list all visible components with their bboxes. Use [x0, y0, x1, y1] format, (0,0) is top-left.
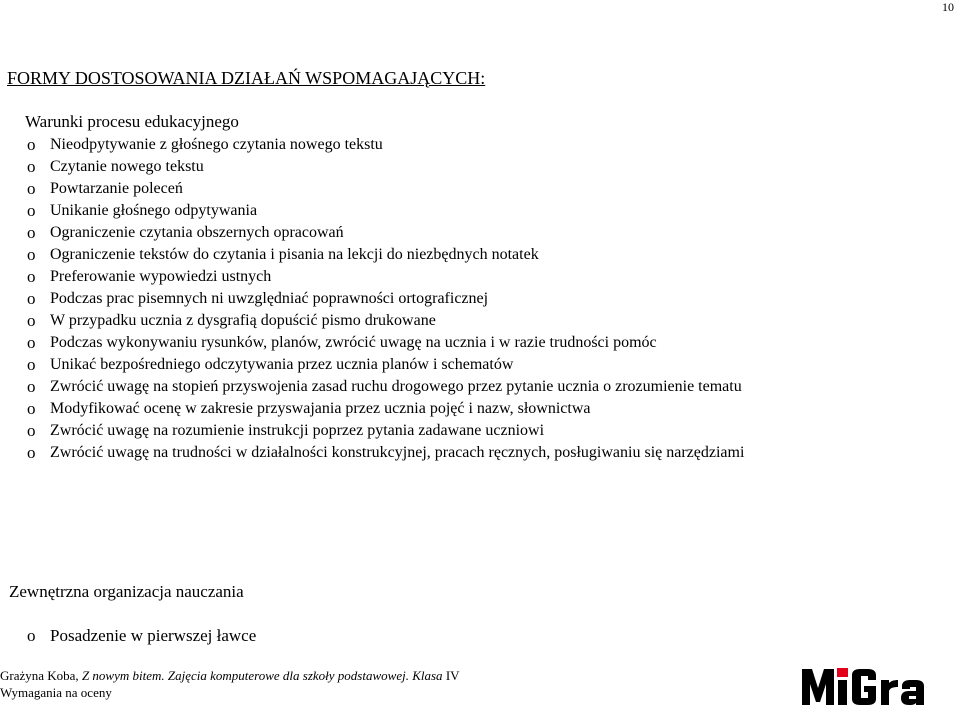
- list-item: [27, 354, 744, 376]
- list-item-text: Zwrócić uwagę na stopień przyswojenia zasad ruchu drogowego przez pytanie ucznia o zrozumienie tematu: [50, 378, 742, 395]
- footer-book-title: Z nowym bitem. Zajęcia komputerowe dla szkoły podstawowej. Klasa: [81, 668, 443, 683]
- bullet-icon: o: [27, 355, 36, 374]
- list-item: [27, 376, 744, 398]
- bullet-icon: o: [27, 626, 36, 645]
- list-item-text: Posadzenie w pierwszej ławce: [50, 626, 257, 645]
- page-heading: FORMY DOSTOSOWANIA DZIAŁAŃ WSPOMAGAJĄCYCH:: [7, 68, 486, 88]
- bullet-icon: o: [27, 201, 36, 220]
- list-item-text: Modyfikować ocenę w zakresie przyswajania przez ucznia pojęć i nazw, słownictwa: [50, 400, 591, 417]
- bullet-icon: o: [27, 157, 36, 176]
- bullet-icon: o: [27, 267, 36, 286]
- bullet-icon: o: [27, 377, 36, 396]
- list-item: [27, 222, 744, 244]
- list-item: [27, 244, 744, 266]
- bullet-icon: o: [27, 311, 36, 330]
- footer-subtitle: Wymagania na oceny: [0, 685, 112, 700]
- list-item: [27, 442, 744, 464]
- list-item-text: Preferowanie wypowiedzi ustnych: [50, 268, 272, 285]
- list-item: [27, 178, 744, 200]
- list-item-text: Unikanie głośnego odpytywania: [50, 202, 258, 219]
- list-item-text: W przypadku ucznia z dysgrafią dopuścić pismo drukowane: [50, 312, 436, 329]
- page-number: 10: [942, 0, 954, 14]
- list-item-text: Czytanie nowego tekstu: [50, 158, 204, 175]
- list-item: [27, 420, 744, 442]
- list-item-text: Zwrócić uwagę na trudności w działalności konstrukcyjnej, pracach ręcznych, posługiwaniu się narzędziami: [50, 444, 745, 461]
- footer-class-number: IV: [445, 668, 460, 683]
- bullet-icon: o: [27, 245, 36, 264]
- list-item-text: Unikać bezpośredniego odczytywania przez ucznia planów i schematów: [50, 356, 514, 373]
- page-footer: [0, 667, 460, 701]
- section-title-conditions: Warunki procesu edukacyjnego: [25, 112, 239, 131]
- list-item: [27, 398, 744, 420]
- list-item: [27, 625, 256, 647]
- bullet-icon: o: [27, 399, 36, 418]
- list-item: [27, 332, 744, 354]
- migra-logo: [800, 666, 950, 706]
- list-item: [27, 288, 744, 310]
- list-item: [27, 310, 744, 332]
- footer-author: Grażyna Koba,: [0, 668, 79, 683]
- organization-list: [27, 625, 256, 647]
- list-item: [27, 134, 744, 156]
- list-item-text: Zwrócić uwagę na rozumienie instrukcji poprzez pytania zadawane uczniowi: [50, 422, 545, 439]
- bullet-icon: o: [27, 179, 36, 198]
- bullet-icon: o: [27, 135, 36, 154]
- list-item-text: Podczas wykonywaniu rysunków, planów, zwrócić uwagę na ucznia i w razie trudności pomóc: [50, 334, 657, 351]
- list-item-text: Powtarzanie poleceń: [50, 180, 183, 197]
- bullet-icon: o: [27, 223, 36, 242]
- bullet-icon: o: [27, 443, 36, 462]
- bullet-icon: o: [27, 333, 36, 352]
- list-item: [27, 266, 744, 288]
- list-item: [27, 156, 744, 178]
- bullet-icon: o: [27, 289, 36, 308]
- conditions-list: [27, 134, 744, 464]
- list-item: [27, 200, 744, 222]
- section-title-organization: Zewnętrzna organizacja nauczania: [9, 582, 244, 601]
- bullet-icon: o: [27, 421, 36, 440]
- list-item-text: Nieodpytywanie z głośnego czytania nowego tekstu: [50, 136, 383, 153]
- list-item-text: Ograniczenie czytania obszernych opracowań: [50, 224, 344, 241]
- footer-citation: [0, 667, 460, 684]
- list-item-text: Podczas prac pisemnych ni uwzględniać poprawności ortograficznej: [50, 290, 489, 307]
- list-item-text: Ograniczenie tekstów do czytania i pisania na lekcji do niezbędnych notatek: [50, 246, 539, 263]
